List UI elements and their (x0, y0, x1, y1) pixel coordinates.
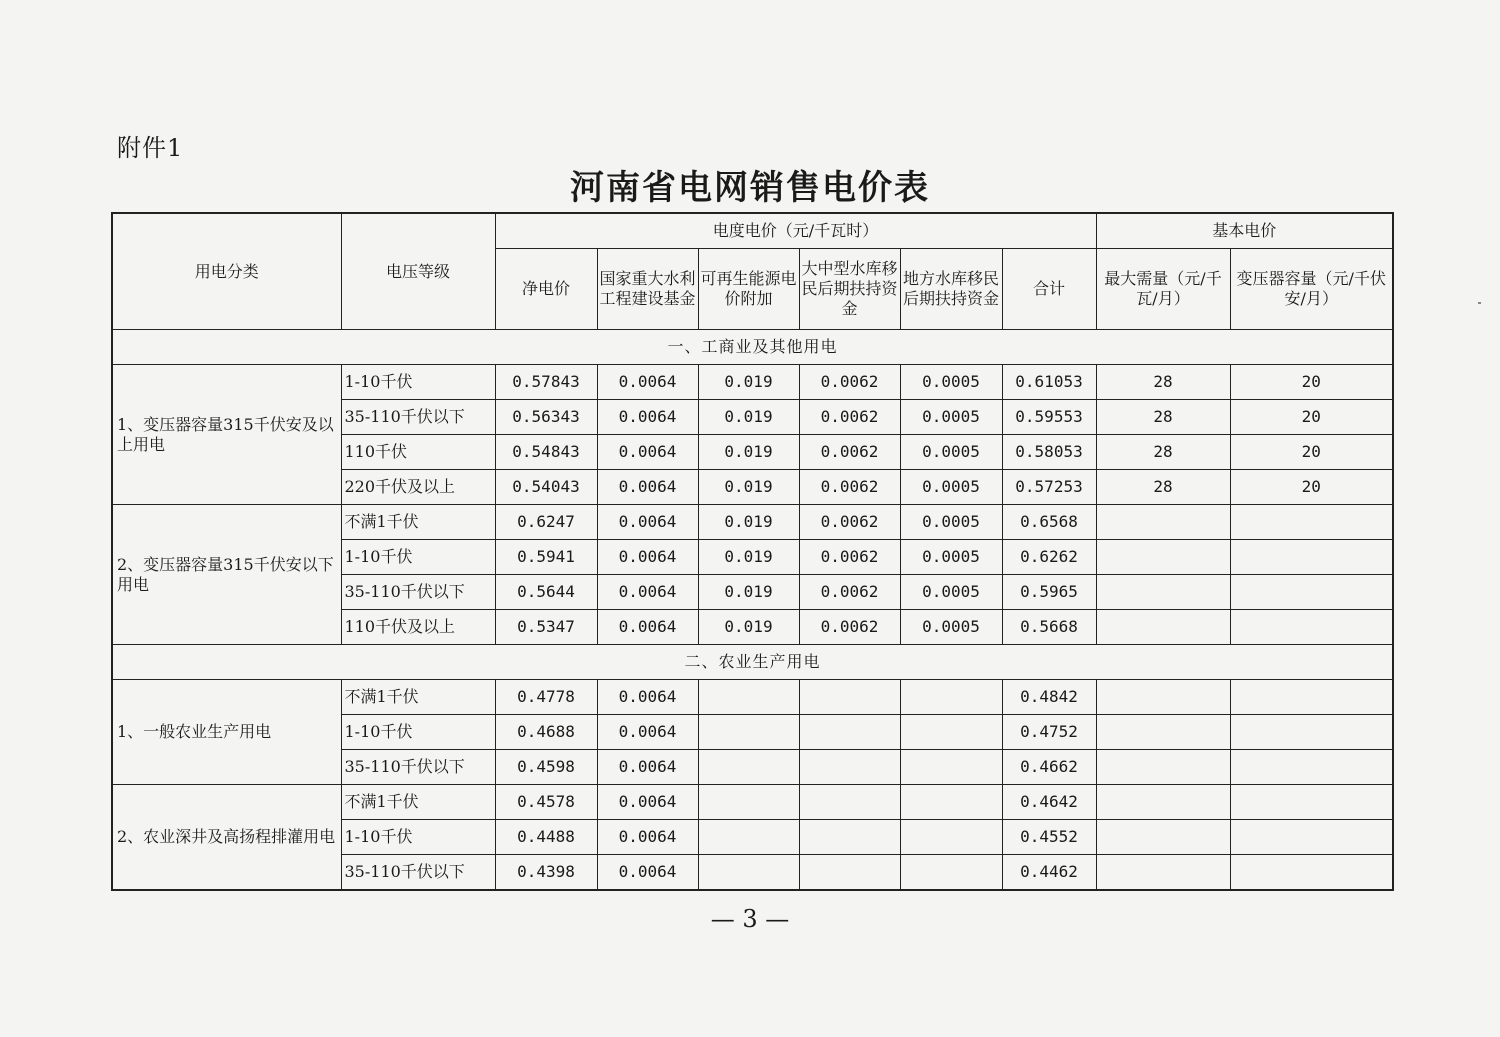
transformer-capacity-cell (1230, 785, 1393, 820)
renewable-cell (698, 750, 799, 785)
water-fund-cell: 0.0064 (597, 715, 698, 750)
local-reservoir-cell: 0.0005 (900, 575, 1002, 610)
net-price-cell: 0.6247 (495, 505, 597, 540)
voltage-cell: 110千伏及以上 (341, 610, 495, 645)
water-fund-cell: 0.0064 (597, 680, 698, 715)
renewable-cell: 0.019 (698, 610, 799, 645)
header-max-demand: 最大需量（元/千瓦/月） (1096, 249, 1230, 330)
voltage-cell: 1-10千伏 (341, 365, 495, 400)
renewable-cell: 0.019 (698, 470, 799, 505)
total-cell: 0.58053 (1002, 435, 1096, 470)
max-demand-cell: 28 (1096, 400, 1230, 435)
transformer-capacity-cell (1230, 680, 1393, 715)
max-demand-cell: 28 (1096, 470, 1230, 505)
large-reservoir-cell: 0.0062 (799, 470, 900, 505)
total-cell: 0.6568 (1002, 505, 1096, 540)
water-fund-cell: 0.0064 (597, 505, 698, 540)
total-cell: 0.4642 (1002, 785, 1096, 820)
local-reservoir-cell: 0.0005 (900, 505, 1002, 540)
total-cell: 0.6262 (1002, 540, 1096, 575)
total-cell: 0.4462 (1002, 855, 1096, 891)
water-fund-cell: 0.0064 (597, 610, 698, 645)
net-price-cell: 0.4578 (495, 785, 597, 820)
max-demand-cell (1096, 505, 1230, 540)
renewable-cell (698, 785, 799, 820)
net-price-cell: 0.4488 (495, 820, 597, 855)
local-reservoir-cell (900, 715, 1002, 750)
total-cell: 0.4752 (1002, 715, 1096, 750)
renewable-cell (698, 820, 799, 855)
large-reservoir-cell: 0.0062 (799, 365, 900, 400)
renewable-cell: 0.019 (698, 435, 799, 470)
renewable-cell: 0.019 (698, 505, 799, 540)
voltage-cell: 不满1千伏 (341, 505, 495, 540)
category-cell: 1、一般农业生产用电 (112, 680, 341, 785)
net-price-cell: 0.54843 (495, 435, 597, 470)
water-fund-cell: 0.0064 (597, 400, 698, 435)
total-cell: 0.61053 (1002, 365, 1096, 400)
local-reservoir-cell (900, 820, 1002, 855)
voltage-cell: 35-110千伏以下 (341, 575, 495, 610)
transformer-capacity-cell (1230, 505, 1393, 540)
net-price-cell: 0.4398 (495, 855, 597, 891)
large-reservoir-cell: 0.0062 (799, 610, 900, 645)
section-row (112, 330, 1393, 365)
max-demand-cell (1096, 610, 1230, 645)
local-reservoir-cell: 0.0005 (900, 470, 1002, 505)
header-row-1 (112, 213, 1393, 249)
local-reservoir-cell (900, 785, 1002, 820)
net-price-cell: 0.57843 (495, 365, 597, 400)
header-energy-price: 电度电价（元/千瓦时） (495, 213, 1096, 249)
water-fund-cell: 0.0064 (597, 365, 698, 400)
table-row (112, 785, 1393, 820)
document-title: 河南省电网销售电价表 (570, 168, 930, 208)
local-reservoir-cell (900, 750, 1002, 785)
section-row (112, 645, 1393, 680)
header-net-price: 净电价 (495, 249, 597, 330)
max-demand-cell: 28 (1096, 365, 1230, 400)
max-demand-cell (1096, 785, 1230, 820)
large-reservoir-cell (799, 680, 900, 715)
voltage-cell: 不满1千伏 (341, 680, 495, 715)
water-fund-cell: 0.0064 (597, 820, 698, 855)
voltage-cell: 35-110千伏以下 (341, 855, 495, 891)
max-demand-cell (1096, 715, 1230, 750)
water-fund-cell: 0.0064 (597, 540, 698, 575)
large-reservoir-cell (799, 715, 900, 750)
header-transformer-capacity: 变压器容量（元/千伏安/月） (1230, 249, 1393, 330)
max-demand-cell (1096, 750, 1230, 785)
max-demand-cell (1096, 680, 1230, 715)
large-reservoir-cell (799, 820, 900, 855)
renewable-cell: 0.019 (698, 365, 799, 400)
transformer-capacity-cell: 20 (1230, 470, 1393, 505)
voltage-cell: 110千伏 (341, 435, 495, 470)
renewable-cell (698, 715, 799, 750)
total-cell: 0.5668 (1002, 610, 1096, 645)
total-cell: 0.4662 (1002, 750, 1096, 785)
transformer-capacity-cell: 20 (1230, 435, 1393, 470)
section-title: 一、工商业及其他用电 (112, 330, 1393, 365)
renewable-cell: 0.019 (698, 540, 799, 575)
max-demand-cell (1096, 855, 1230, 891)
table-row (112, 505, 1393, 540)
water-fund-cell: 0.0064 (597, 470, 698, 505)
transformer-capacity-cell (1230, 750, 1393, 785)
transformer-capacity-cell: 20 (1230, 400, 1393, 435)
total-cell: 0.59553 (1002, 400, 1096, 435)
transformer-capacity-cell (1230, 540, 1393, 575)
local-reservoir-cell (900, 680, 1002, 715)
transformer-capacity-cell (1230, 715, 1393, 750)
large-reservoir-cell: 0.0062 (799, 575, 900, 610)
water-fund-cell: 0.0064 (597, 575, 698, 610)
attachment-label: 附件1 (117, 134, 184, 162)
net-price-cell: 0.4688 (495, 715, 597, 750)
total-cell: 0.57253 (1002, 470, 1096, 505)
voltage-cell: 1-10千伏 (341, 540, 495, 575)
section-title: 二、农业生产用电 (112, 645, 1393, 680)
table-row (112, 680, 1393, 715)
renewable-cell (698, 680, 799, 715)
voltage-cell: 1-10千伏 (341, 820, 495, 855)
local-reservoir-cell: 0.0005 (900, 365, 1002, 400)
category-cell: 2、变压器容量315千伏安以下用电 (112, 505, 341, 645)
header-base-price: 基本电价 (1096, 213, 1393, 249)
local-reservoir-cell (900, 855, 1002, 891)
header-total: 合计 (1002, 249, 1096, 330)
header-large-reservoir: 大中型水库移民后期扶持资金 (799, 249, 900, 330)
large-reservoir-cell: 0.0062 (799, 505, 900, 540)
voltage-cell: 35-110千伏以下 (341, 400, 495, 435)
header-voltage: 电压等级 (341, 213, 495, 330)
large-reservoir-cell (799, 855, 900, 891)
renewable-cell: 0.019 (698, 400, 799, 435)
scan-speck (1478, 302, 1481, 304)
local-reservoir-cell: 0.0005 (900, 435, 1002, 470)
net-price-cell: 0.5644 (495, 575, 597, 610)
net-price-cell: 0.54043 (495, 470, 597, 505)
max-demand-cell: 28 (1096, 435, 1230, 470)
water-fund-cell: 0.0064 (597, 855, 698, 891)
large-reservoir-cell (799, 785, 900, 820)
voltage-cell: 不满1千伏 (341, 785, 495, 820)
header-category: 用电分类 (112, 213, 341, 330)
large-reservoir-cell: 0.0062 (799, 435, 900, 470)
total-cell: 0.5965 (1002, 575, 1096, 610)
price-table (111, 212, 1394, 891)
header-water-fund: 国家重大水利工程建设基金 (597, 249, 698, 330)
header-renewable: 可再生能源电价附加 (698, 249, 799, 330)
water-fund-cell: 0.0064 (597, 750, 698, 785)
total-cell: 0.4552 (1002, 820, 1096, 855)
net-price-cell: 0.4778 (495, 680, 597, 715)
transformer-capacity-cell: 20 (1230, 365, 1393, 400)
large-reservoir-cell: 0.0062 (799, 540, 900, 575)
water-fund-cell: 0.0064 (597, 435, 698, 470)
large-reservoir-cell (799, 750, 900, 785)
net-price-cell: 0.5347 (495, 610, 597, 645)
category-cell: 2、农业深井及高扬程排灌用电 (112, 785, 341, 891)
transformer-capacity-cell (1230, 575, 1393, 610)
water-fund-cell: 0.0064 (597, 785, 698, 820)
transformer-capacity-cell (1230, 610, 1393, 645)
voltage-cell: 1-10千伏 (341, 715, 495, 750)
local-reservoir-cell: 0.0005 (900, 400, 1002, 435)
net-price-cell: 0.5941 (495, 540, 597, 575)
category-cell: 1、变压器容量315千伏安及以上用电 (112, 365, 341, 505)
local-reservoir-cell: 0.0005 (900, 540, 1002, 575)
large-reservoir-cell: 0.0062 (799, 400, 900, 435)
max-demand-cell (1096, 540, 1230, 575)
page-number: — 3 — (710, 905, 790, 933)
renewable-cell (698, 855, 799, 891)
transformer-capacity-cell (1230, 820, 1393, 855)
transformer-capacity-cell (1230, 855, 1393, 891)
voltage-cell: 220千伏及以上 (341, 470, 495, 505)
max-demand-cell (1096, 575, 1230, 610)
net-price-cell: 0.56343 (495, 400, 597, 435)
table-row (112, 365, 1393, 400)
net-price-cell: 0.4598 (495, 750, 597, 785)
total-cell: 0.4842 (1002, 680, 1096, 715)
max-demand-cell (1096, 820, 1230, 855)
local-reservoir-cell: 0.0005 (900, 610, 1002, 645)
renewable-cell: 0.019 (698, 575, 799, 610)
voltage-cell: 35-110千伏以下 (341, 750, 495, 785)
header-local-reservoir: 地方水库移民后期扶持资金 (900, 249, 1002, 330)
